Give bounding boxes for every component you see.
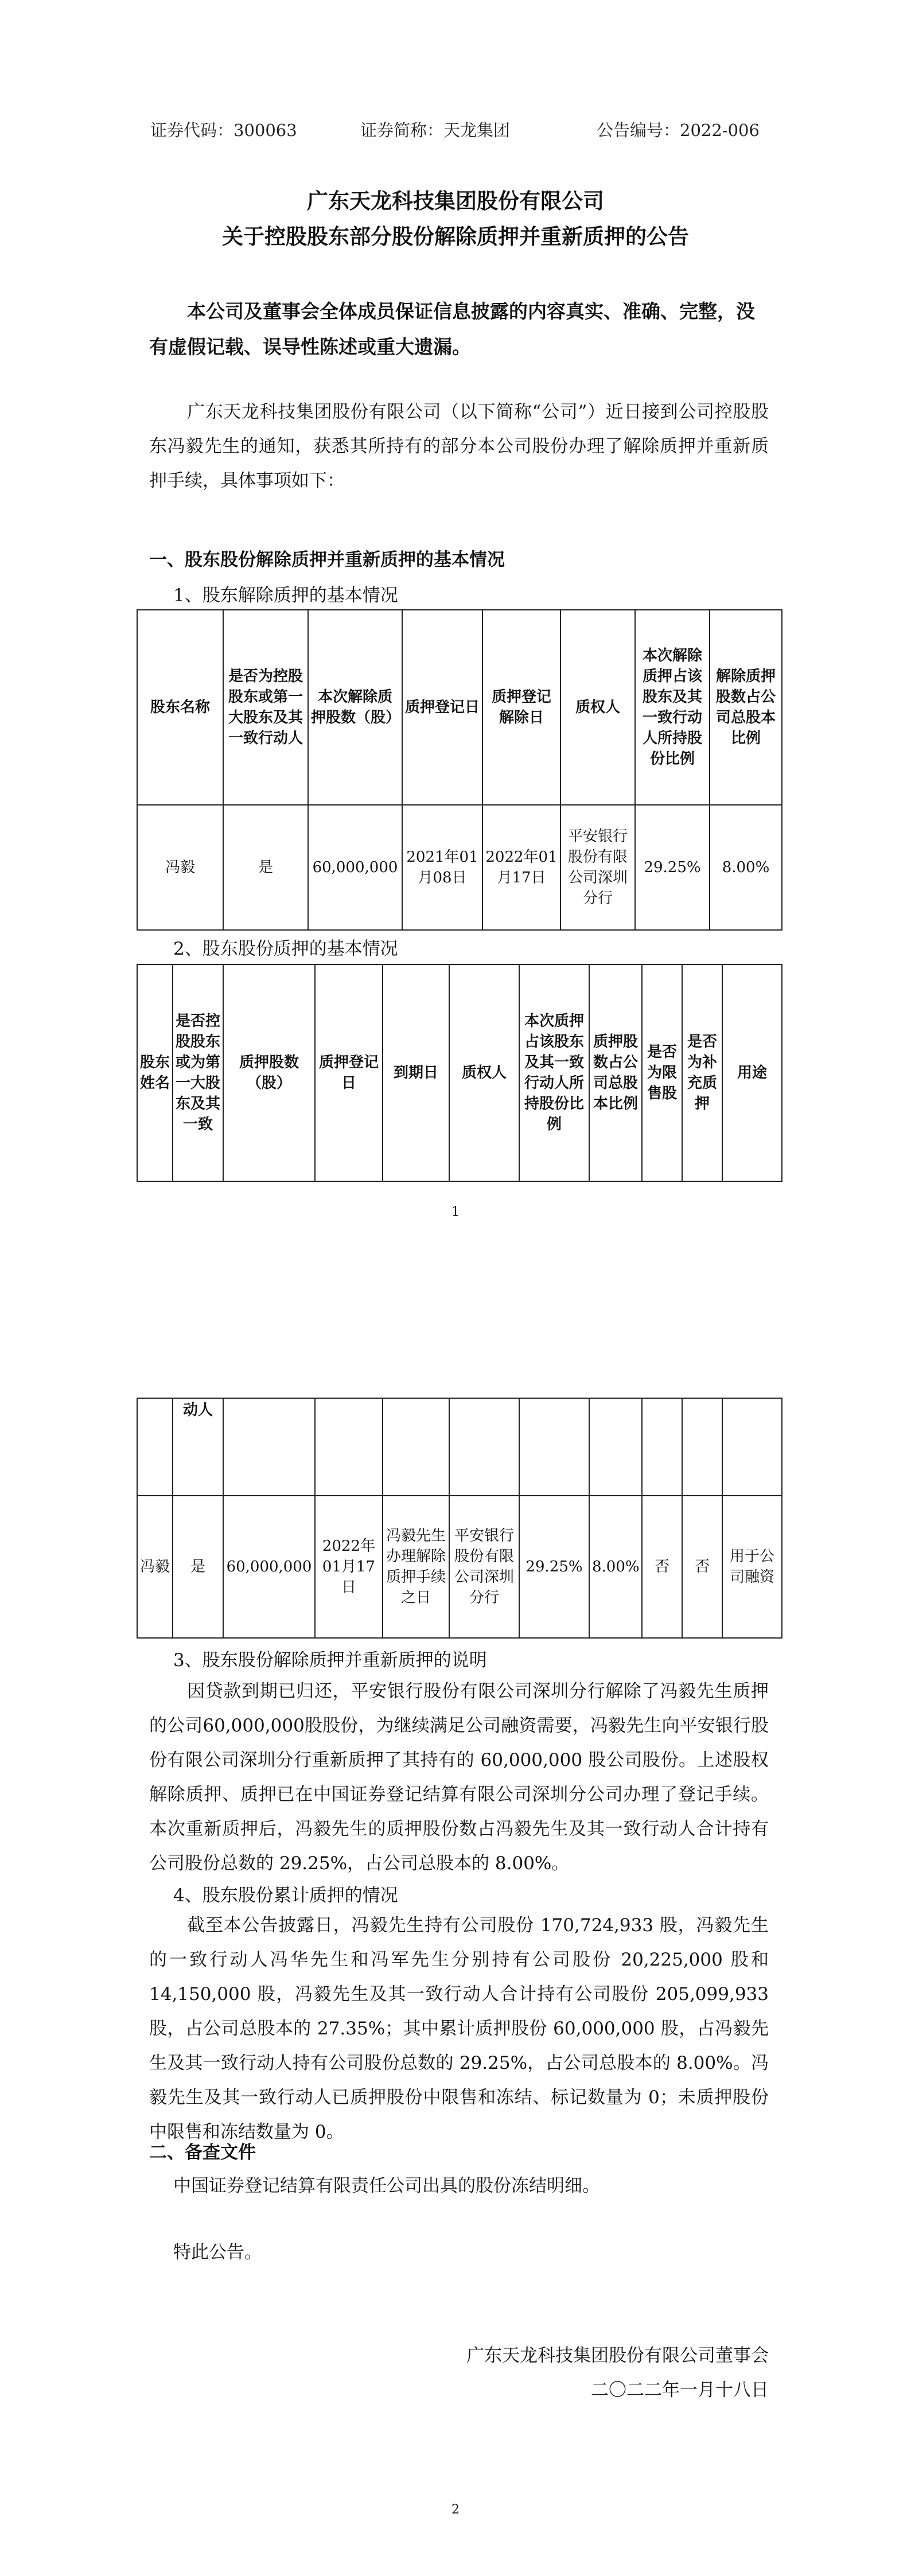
table2-header-cell [449,1398,519,1496]
table1-cell: 2022年01月17日 [482,805,560,930]
table2-cell: 否 [682,1496,722,1638]
table2-header-cell: 质权人 [449,964,519,1181]
table2-header-cell: 本次质押占该股东及其一致行动人所持股份比例 [519,964,589,1181]
explanation-paragraph: 因贷款到期已归还，平安银行股份有限公司深圳分行解除了冯毅先生质押的公司60,000,000股股份，为继续满足公司融资需要，冯毅先生向平安银行股份有限公司深圳分行重新质押了其持有的 60,000,000 股公司股份。上述股权解除质押、质押已在中国证券登记结算有限公司深圳分公司办理了登记手续。本次重新质押后，冯毅先生的质押股份数占冯毅先生及其一致行动人合计持有公司股份总数的 29.25%，占公司总股本的 8.00%。 [149,1681,769,1874]
page-number-1: 1 [451,1205,460,1219]
table2-cell: 冯毅先生办理解除质押手续之日 [383,1496,449,1638]
table1-cell: 2021年01月08日 [402,805,482,930]
table2-header-cell [383,1398,449,1496]
table2-header-cell: 是否控股股东或为第一大股东及其一致 [173,964,223,1181]
announcement-number: 公告编号：2022-006 [597,120,760,140]
section2-heading: 二、备查文件 [149,2142,256,2163]
table2-cell: 60,000,000 [223,1496,315,1638]
table2-header-cell: 到期日 [383,964,449,1181]
table1-header-cell: 本次解除质押占该股东及其一致行动人所持股份比例 [635,610,710,805]
table1-cell: 60,000,000 [308,805,402,930]
table2-header-cell: 是否为限售股 [642,964,682,1181]
table2-header-cell: 质押股数占公司总股本比例 [589,964,642,1181]
board-guarantee-notice: 本公司及董事会全体成员保证信息披露的内容真实、准确、完整，没有虚假记载、误导性陈述或重大遗漏。 [149,300,755,358]
table2-header-cell [642,1398,682,1496]
pledge-table-header [137,964,782,1182]
pledge-table-continuation [137,1398,782,1639]
table2-cell: 是 [173,1496,223,1638]
table2-header-cell: 动人 [173,1398,223,1496]
section1-sub4: 4、股东股份累计质押的情况 [173,1885,398,1906]
table1-header-row [137,610,782,805]
table-row [137,805,782,930]
closing-text: 特此公告。 [173,2242,262,2263]
table2-header-cell: 质押股数（股） [223,964,315,1181]
table2-header-cell [315,1398,383,1496]
section1-sub3: 3、股东股份解除质押并重新质押的说明 [173,1650,487,1671]
table2-header-cell [137,1398,173,1496]
table1-header-cell: 解除质押股数占公司总股本比例 [710,610,782,805]
section1-sub2: 2、股东股份质押的基本情况 [173,939,398,959]
table1-cell: 29.25% [635,805,710,930]
table2-header-cell [223,1398,315,1496]
table2-header-cell: 质押登记日 [315,964,383,1181]
title-company: 广东天龙科技集团股份有限公司 [307,188,604,213]
table2-cell: 否 [642,1496,682,1638]
table2-cell: 平安银行股份有限公司深圳分行 [449,1496,519,1638]
table1-header-cell: 质押登记日 [402,610,482,805]
signature-org: 广东天龙科技集团股份有限公司董事会 [466,2345,769,2366]
section1-sub1: 1、股东解除质押的基本情况 [173,585,398,606]
table1-header-cell: 股东名称 [137,610,223,805]
table2-cell: 29.25% [519,1496,589,1638]
release-pledge-table [137,609,782,931]
table1-cell: 8.00% [710,805,782,930]
table2-cell: 2022年01月17日 [315,1496,383,1638]
cumulative-pledge-paragraph: 截至本公告披露日，冯毅先生持有公司股份 170,724,933 股，冯毅先生的一致行动人冯华先生和冯军先生分别持有公司股份 20,225,000 股和 14,150,000 股，冯毅先生及其一致行动人合计持有公司股份 205,099,933 股，占公司总股本的 27.35%；其中累计质押股份 60,000,000 股，占冯毅先生及其一致行动人持有公司股份总数的 29.25%，占公司总股本的 8.00%。冯毅先生及其一致行动人已质押股份中限售和冻结、标记数量为 0；未质押股份中限售和冻结数量为 0。 [149,1915,769,2142]
table2-header-cell: 股东姓名 [137,964,173,1181]
table2-header-cell: 是否为补充质押 [682,964,722,1181]
signature-date: 二〇二二年一月十八日 [591,2380,769,2400]
table2-cell: 冯毅 [137,1496,173,1638]
table2-cell: 8.00% [589,1496,642,1638]
table2-header-continuation-row [137,1398,782,1496]
table1-header-cell: 本次解除质押股数（股） [308,610,402,805]
table1-cell: 平安银行股份有限公司深圳分行 [560,805,635,930]
section1-heading: 一、股东股份解除质押并重新质押的基本情况 [149,550,505,570]
table2-header-cell [589,1398,642,1496]
table2-header-cell [519,1398,589,1496]
table-row [137,1496,782,1638]
title-announcement: 关于控股股东部分股份解除质押并重新质押的公告 [222,224,689,249]
table2-header-cell [682,1398,722,1496]
table2-header-cell: 用途 [722,964,782,1181]
table1-header-cell: 是否为控股股东或第一大股东及其一致行动人 [223,610,308,805]
table1-cell: 是 [223,805,308,930]
table1-header-cell: 质押登记解除日 [482,610,560,805]
intro-paragraph: 广东天龙科技集团股份有限公司（以下简称“公司”）近日接到公司控股股东冯毅先生的通知，获悉其所持有的部分本公司股份办理了解除质押并重新质押手续，具体事项如下： [149,402,769,491]
table2-cell: 用于公司融资 [722,1496,782,1638]
table2-header-row [137,964,782,1181]
page-number-2: 2 [451,2503,460,2517]
table1-cell: 冯毅 [137,805,223,930]
stock-code: 证券代码：300063 [150,120,297,140]
section2-text: 中国证券登记结算有限责任公司出具的股份冻结明细。 [173,2176,600,2196]
table2-header-cell [722,1398,782,1496]
stock-abbreviation: 证券简称：天龙集团 [360,120,511,140]
table1-header-cell: 质权人 [560,610,635,805]
